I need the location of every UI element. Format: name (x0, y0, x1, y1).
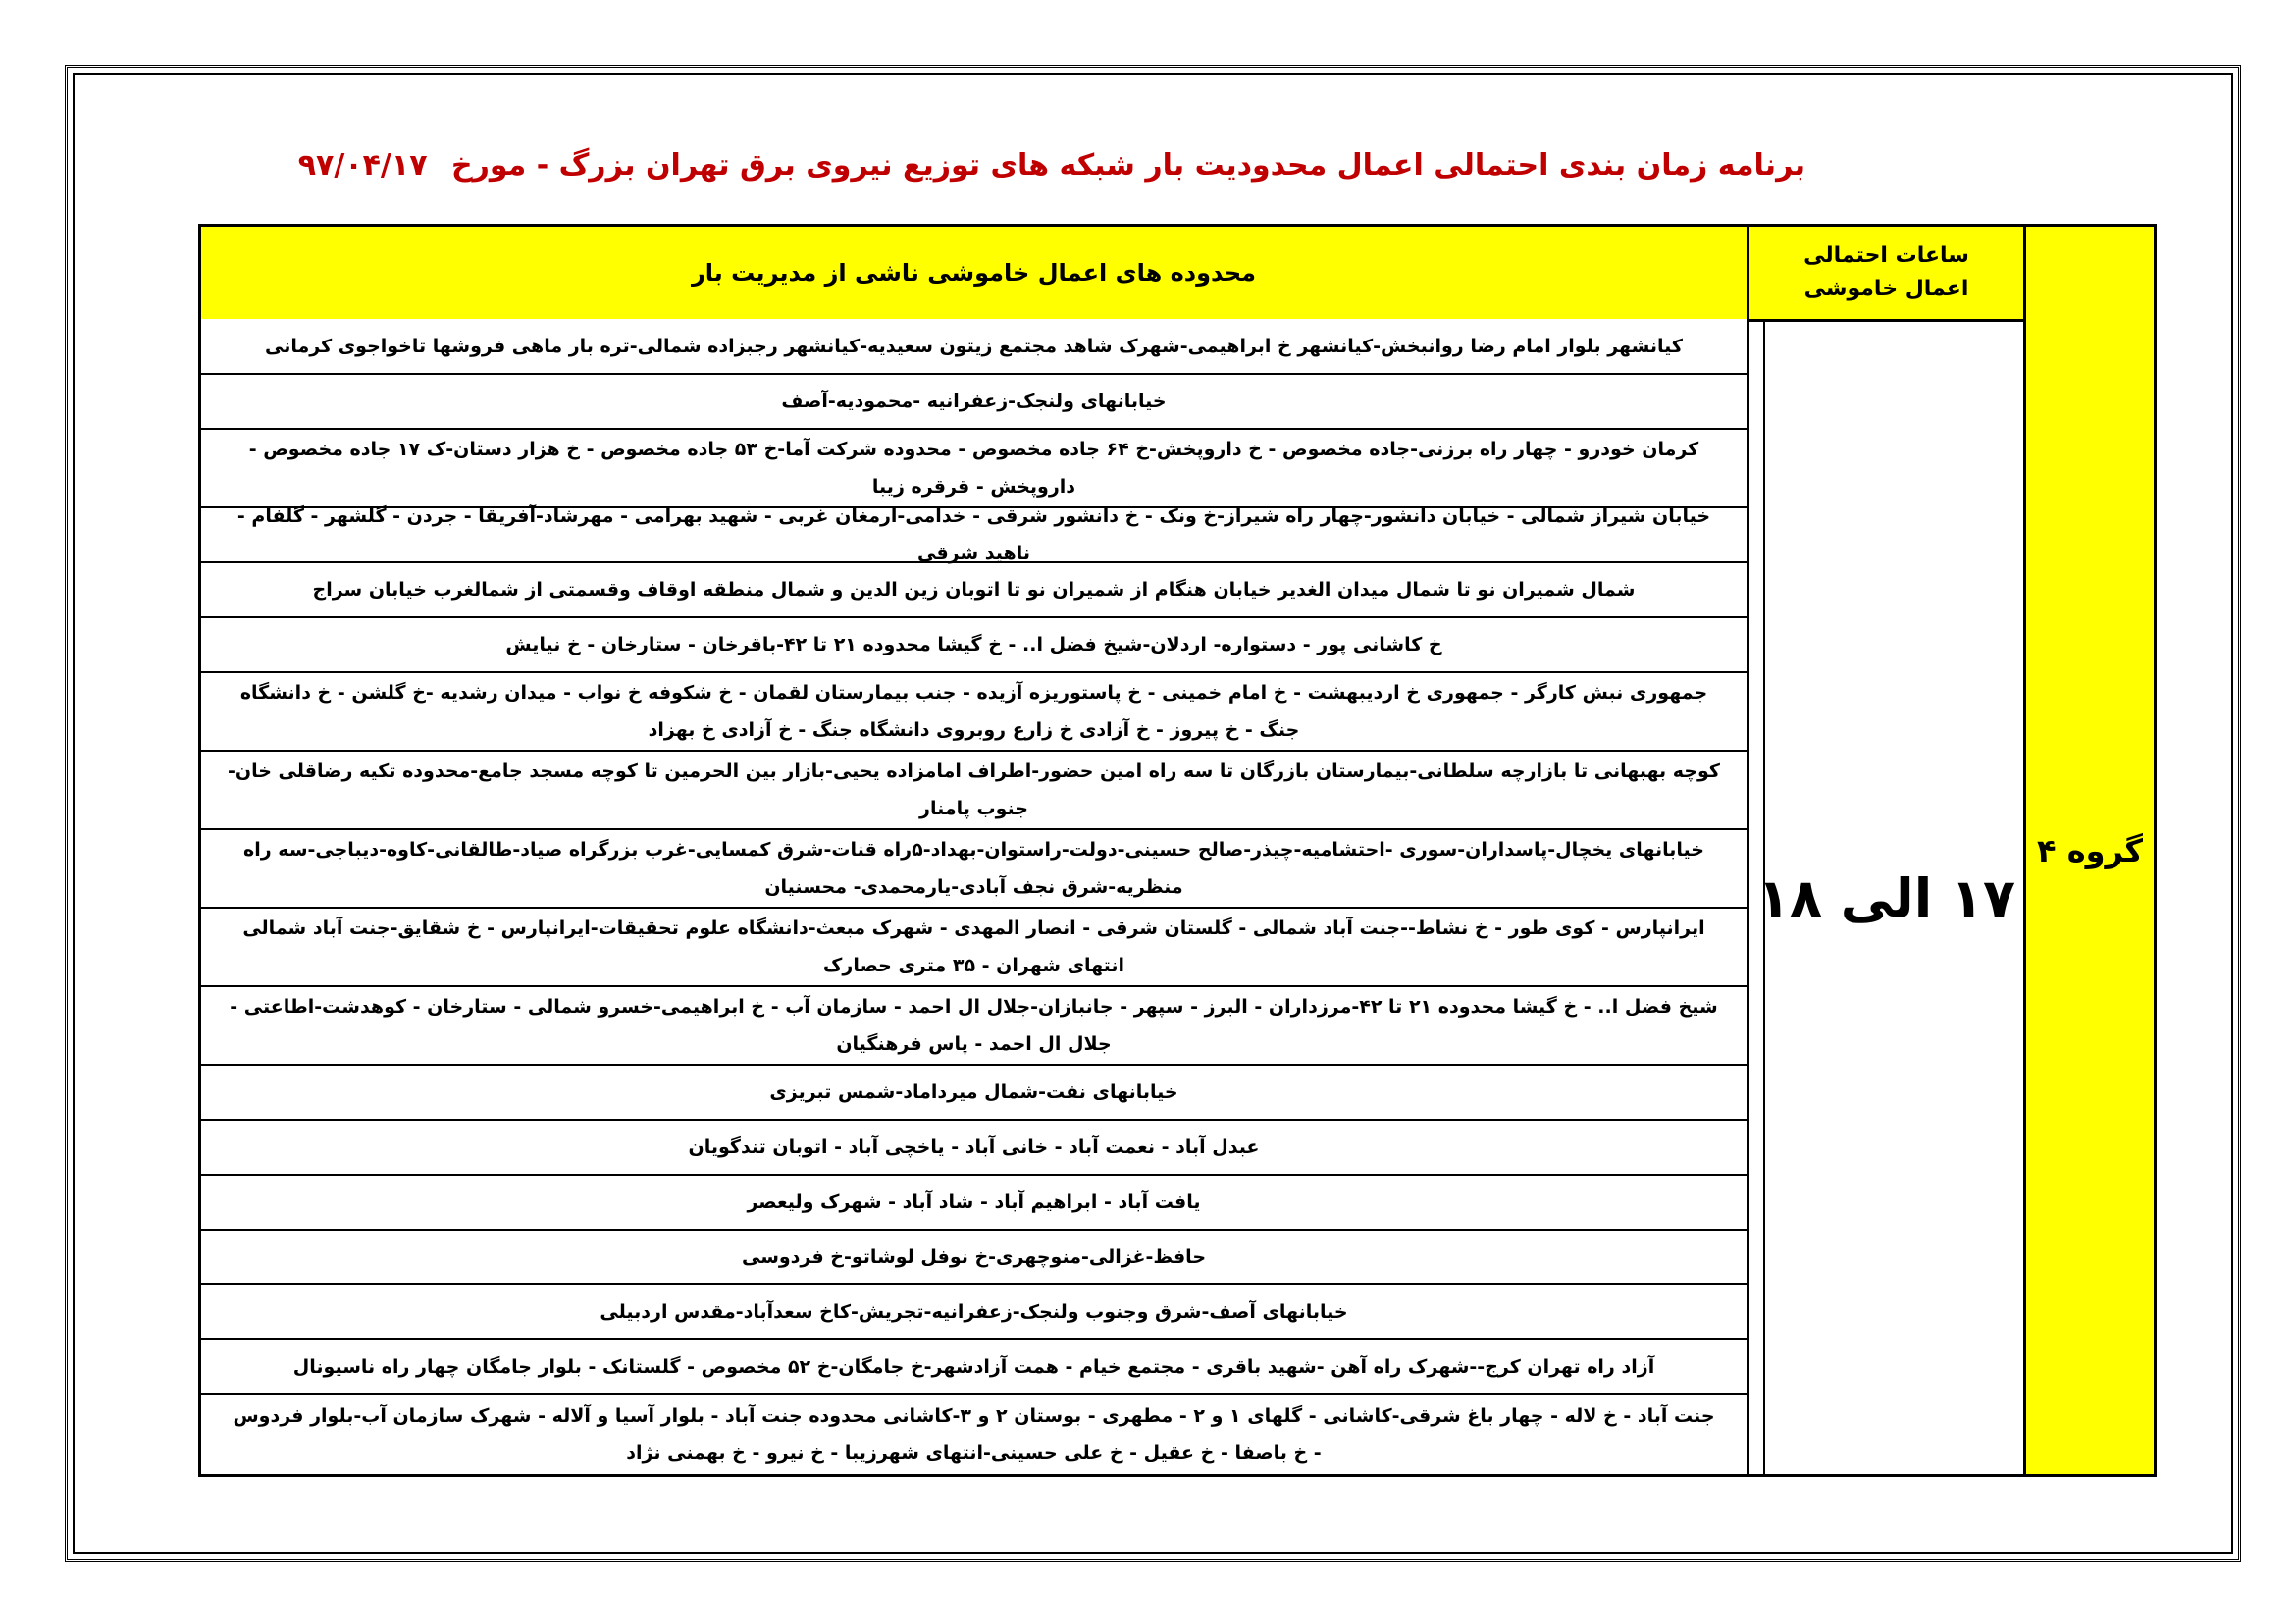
table-row (201, 673, 1747, 752)
area-text: کیانشهر بلوار امام رضا روانبخش-کیانشهر خ ابراهیمی-شهرک شاهد مجتمع زیتون سعیدیه-کیانشهر رجبزاده شمالی-تره بار ماهی فروشها تاخواجوی کرمانی (265, 335, 1683, 357)
area-text: خ کاشانی پور - دستواره- اردلان-شیخ فضل ا.. - خ گیشا محدوده ۲۱ تا ۴۲-باقرخان - ستارخان - خ نیایش (505, 634, 1442, 655)
hours-cell (1747, 319, 2026, 1477)
area-text: کوچه بهبهانی تا بازارچه سلطانی-بیمارستان بازرگان تا سه راه امین حضور-اطراف امامزاده یحیی-بازار بین الحرمین تا کوچه مسجد جامع-محدوده تکیه رضاقلی خان-جنوب پامنار (227, 760, 1720, 819)
area-text: آزاد راه تهران کرج--شهرک راه آهن -شهید باقری - مجتمع خیام - همت آزادشهر-خ جامگان-خ ۵۲ مخصوص - گلستانک - بلوار جامگان چهار راه ناسیونال (292, 1356, 1655, 1378)
schedule-table (198, 224, 2157, 1477)
table-row (201, 987, 1747, 1066)
table-row (201, 563, 1747, 618)
area-text: خیابانهای آصف-شرق وجنوب ولنجک-زعفرانیه-تجریش-کاخ سعدآباد-مقدس اردبیلی (600, 1301, 1348, 1323)
area-text: شمال شمیران نو تا شمال میدان الغدیر خیابان هنگام از شمیران نو تا اتوبان زین الدین و شمال منطقه اوقاف وقسمتی از شمالغرب خیابان سراج (312, 579, 1636, 601)
document-title (297, 143, 1805, 188)
hours-header-text: ساعات احتمالی اعمال خاموشی (1803, 243, 1969, 301)
area-text: یافت آباد - ابراهیم آباد - شاد آباد - شهرک ولیعصر (747, 1191, 1201, 1213)
table-row (201, 319, 1747, 375)
area-text: جمهوری نبش کارگر - جمهوری خ اردیبهشت - خ امام خمینی - خ پاستوریزه آزیده - جنب بیمارستان لقمان - خ شکوفه خ نواب - میدان رشدیه -خ گلشن - خ دانشگاه جنگ - خ پیروز - خ آزادی خ زارع روبروی دانشگاه جنگ - خ آزادی خ بهزاد (239, 682, 1708, 741)
hours-header (1747, 224, 2026, 322)
table-row (201, 505, 1747, 564)
area-text: خیابان شیراز شمالی - خیابان دانشور-چهار راه شیراز-خ ونک - خ دانشور شرقی - خدامی-ارمغان غربی - شهید بهرامی - مهرشاد-آفریقا - جردن - گلشهر - گلفام - ناهید شرقی (236, 505, 1711, 564)
title-text: برنامه زمان بندی احتمالی اعمال محدودیت بار شبکه های توزیع نیروی برق تهران بزرگ - مورخ (450, 148, 1805, 183)
area-text: ایرانپارس - کوی طور - خ نشاط--جنت آباد شمالی - گلستان شرقی - انصار المهدی - شهرک مبعث-دانشگاه علوم تحقیقات-ایرانپارس - خ شقایق-جنت آباد شمالی انتهای شهران - ۳۵ متری حصارک (242, 917, 1705, 976)
area-text: خیابانهای نفت-شمال میرداماد-شمس تبریزی (769, 1081, 1178, 1103)
table-row (201, 830, 1747, 909)
table-row (201, 1176, 1747, 1231)
area-text: شیخ فضل ا.. - خ گیشا محدوده ۲۱ تا ۴۲-مرزداران - البرز - سپهر - جانبازان-جلال ال احمد - سازمان آب - خ ابراهیمی-خسرو شمالی - ستارخان - کوهدشت-اطاعتی - جلال ال احمد - پاس فرهنگیان (230, 996, 1718, 1055)
table-row (201, 618, 1747, 673)
group-label: گروه ۴ (2037, 831, 2143, 869)
table-row (201, 1066, 1747, 1121)
table-row (201, 430, 1747, 508)
table-row (201, 1121, 1747, 1176)
title-date: ۹۷/۰۴/۱۷ (297, 148, 428, 183)
table-row (201, 1231, 1747, 1285)
area-text: جنت آباد - خ لاله - چهار باغ شرقی-کاشانی - گلهای ۱ و ۲ - مطهری - بوستان ۲ و ۳-کاشانی محدوده جنت آباد - بلوار آسیا و آلاله - شهرک سازمان آب-بلوار فردوس - خ باصفا - خ عقیل - خ علی حسینی-انتهای شهرزیبا - خ نیرو - خ بهمنی نژاد (233, 1405, 1715, 1464)
area-text: عبدل آباد - نعمت آباد - خانی آباد - یاخچی آباد - اتوبان تندگویان (688, 1136, 1260, 1158)
group-cell (2023, 224, 2157, 1477)
areas-header-text: محدوده های اعمال خاموشی ناشی از مدیریت بار (691, 259, 1257, 287)
table-row (201, 1395, 1747, 1474)
area-text: کرمان خودرو - چهار راه برزنی-جاده مخصوص - خ داروپخش-خ ۶۴ جاده مخصوص - محدوده شرکت آما-خ ۵۳ جاده مخصوص - خ هزار دستان-ک ۱۷ جاده مخصوص - داروپخش - قرقره زیبا (248, 439, 1699, 498)
area-text: حافظ-غزالی-منوچهری-خ نوفل لوشاتو-خ فردوسی (741, 1246, 1207, 1268)
table-row (201, 1340, 1747, 1395)
area-text: خیابانهای ولنجک-زعفرانیه -محمودیه-آصف (781, 391, 1167, 412)
areas-list (198, 319, 1749, 1477)
table-row (201, 752, 1747, 830)
table-row (201, 1285, 1747, 1340)
hours-value: ۱۷ الی ۱۸ (1757, 866, 2015, 929)
table-row (201, 375, 1747, 430)
table-row (201, 909, 1747, 987)
areas-header (198, 224, 1749, 322)
area-text: خیابانهای یخچال-پاسداران-سوری -احتشامیه-چیذر-صالح حسینی-دولت-راستوان-بهداد-۵راه قنات-شرق کمسایی-غرب بزرگراه صیاد-طالقانی-کاوه-دیباجی-سه راه منظریه-شرق نجف آبادی-یارمحمدی- محسنیان (243, 839, 1704, 898)
